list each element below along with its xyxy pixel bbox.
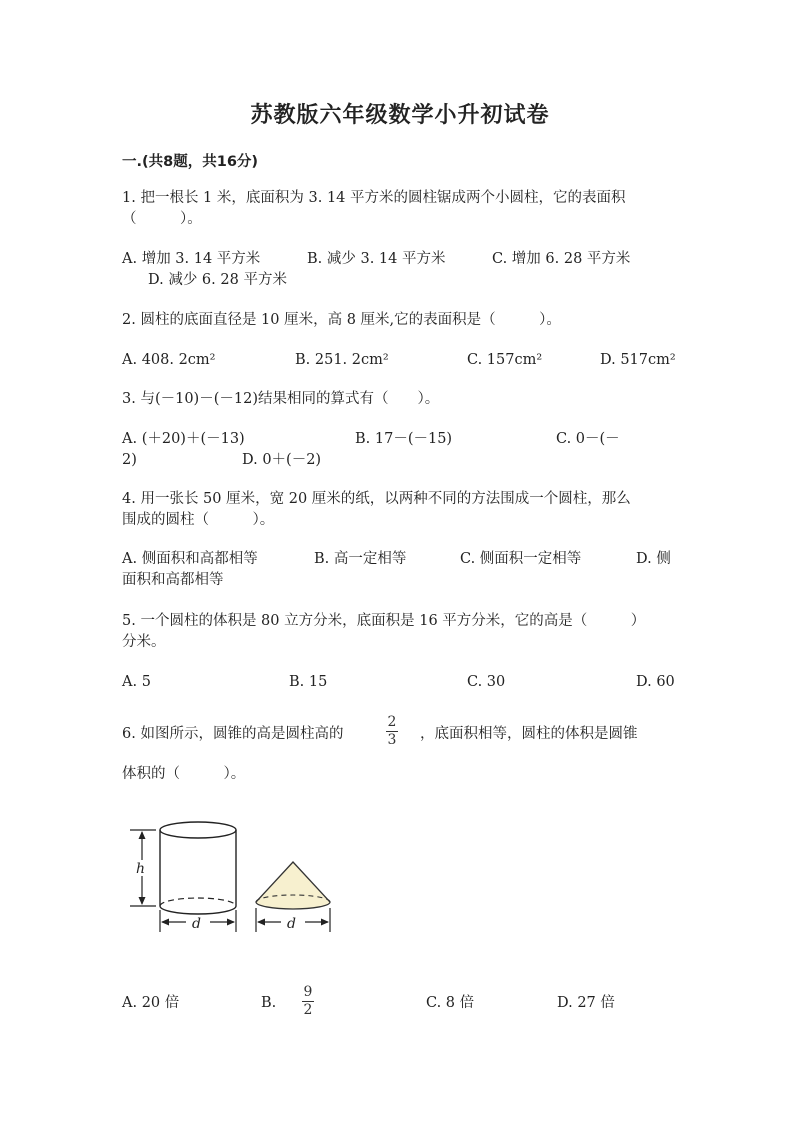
question-1-option-b[interactable]: B. 减少 3. 14 平方米 (307, 251, 446, 267)
question-2-option-c[interactable]: C. 157cm² (467, 352, 543, 368)
question-1-option-d[interactable]: D. 减少 6. 28 平方米 (148, 272, 287, 288)
question-2-option-d[interactable]: D. 517cm² (600, 352, 676, 368)
fraction-numerator: 2 (387, 714, 397, 730)
question-6-option-b[interactable]: B. (261, 995, 277, 1011)
question-2-option-a[interactable]: A. 408. 2cm² (122, 352, 216, 368)
question-3-text: 3. 与(－10)－(－12)结果相同的算式有（ ）。 (122, 391, 440, 407)
question-6-option-b-fraction (302, 985, 314, 1018)
cylinder-illustration (130, 822, 236, 932)
question-3-option-b[interactable]: B. 17－(－15) (355, 431, 453, 447)
question-5-option-d[interactable]: D. 60 (636, 674, 675, 690)
cone-diameter-label: d (287, 916, 296, 932)
fraction-denominator: 3 (387, 732, 397, 748)
question-5-text: 5. 一个圆柱的体积是 80 立方分米，底面积是 16 平方分米，它的高是（ ） (122, 613, 646, 629)
question-6-text: 6. 如图所示，圆锥的高是圆柱高的 (122, 726, 344, 742)
question-4-text-cont: 围成的圆柱（ ）。 (122, 512, 275, 528)
question-4-option-a[interactable]: A. 侧面积和高都相等 (122, 551, 258, 567)
question-1-option-c[interactable]: C. 增加 6. 28 平方米 (492, 251, 631, 267)
question-5-option-c[interactable]: C. 30 (467, 674, 506, 690)
page-title: 苏教版六年级数学小升初试卷 (250, 103, 550, 128)
question-1-option-a[interactable]: A. 增加 3. 14 平方米 (122, 251, 261, 267)
question-5-option-a[interactable]: A. 5 (122, 674, 151, 690)
question-1-text: 1. 把一根长 1 米，底面积为 3. 14 平方米的圆柱锯成两个小圆柱，它的表面积 (122, 190, 626, 206)
section-heading: 一.(共8题，共16分) (122, 154, 259, 170)
cylinder-diameter-label: d (192, 916, 201, 932)
question-6-fraction (386, 715, 398, 748)
question-3-option-c[interactable]: C. 0－(－ (556, 431, 620, 447)
question-2-option-b[interactable]: B. 251. 2cm² (295, 352, 389, 368)
question-4-option-b[interactable]: B. 高一定相等 (314, 551, 407, 567)
question-4-option-d-cont[interactable]: 面积和高都相等 (122, 572, 224, 588)
question-4-option-d[interactable]: D. 侧 (636, 551, 671, 567)
fraction-numerator: 9 (303, 984, 313, 1000)
question-4-text: 4. 用一张长 50 厘米，宽 20 厘米的纸，以两种不同的方法围成一个圆柱，那么 (122, 491, 631, 507)
question-6-text-line2: 体积的（ ）。 (122, 766, 246, 782)
question-6-text-cont: ，底面积相等，圆柱的体积是圆锥 (420, 726, 638, 742)
question-4-option-c[interactable]: C. 侧面积一定相等 (460, 551, 582, 567)
height-label: h (136, 861, 146, 877)
question-3-option-d[interactable]: D. 0＋(－2) (242, 452, 322, 468)
question-3-option-a[interactable]: A. (＋20)＋(－13) (122, 431, 245, 447)
cylinder-cone-figure (126, 818, 346, 938)
question-3-option-c-cont[interactable]: 2) (122, 452, 137, 468)
question-5-option-b[interactable]: B. 15 (289, 674, 328, 690)
question-5-text-cont: 分米。 (122, 634, 166, 650)
question-1-text-cont: （ ）。 (122, 211, 202, 227)
fraction-denominator: 2 (303, 1002, 313, 1018)
question-6-option-c[interactable]: C. 8 倍 (426, 995, 475, 1011)
question-2-text: 2. 圆柱的底面直径是 10 厘米，高 8 厘米,它的表面积是（ ）。 (122, 312, 561, 328)
question-6-option-a[interactable]: A. 20 倍 (122, 995, 180, 1011)
question-6-option-d[interactable]: D. 27 倍 (557, 995, 615, 1011)
